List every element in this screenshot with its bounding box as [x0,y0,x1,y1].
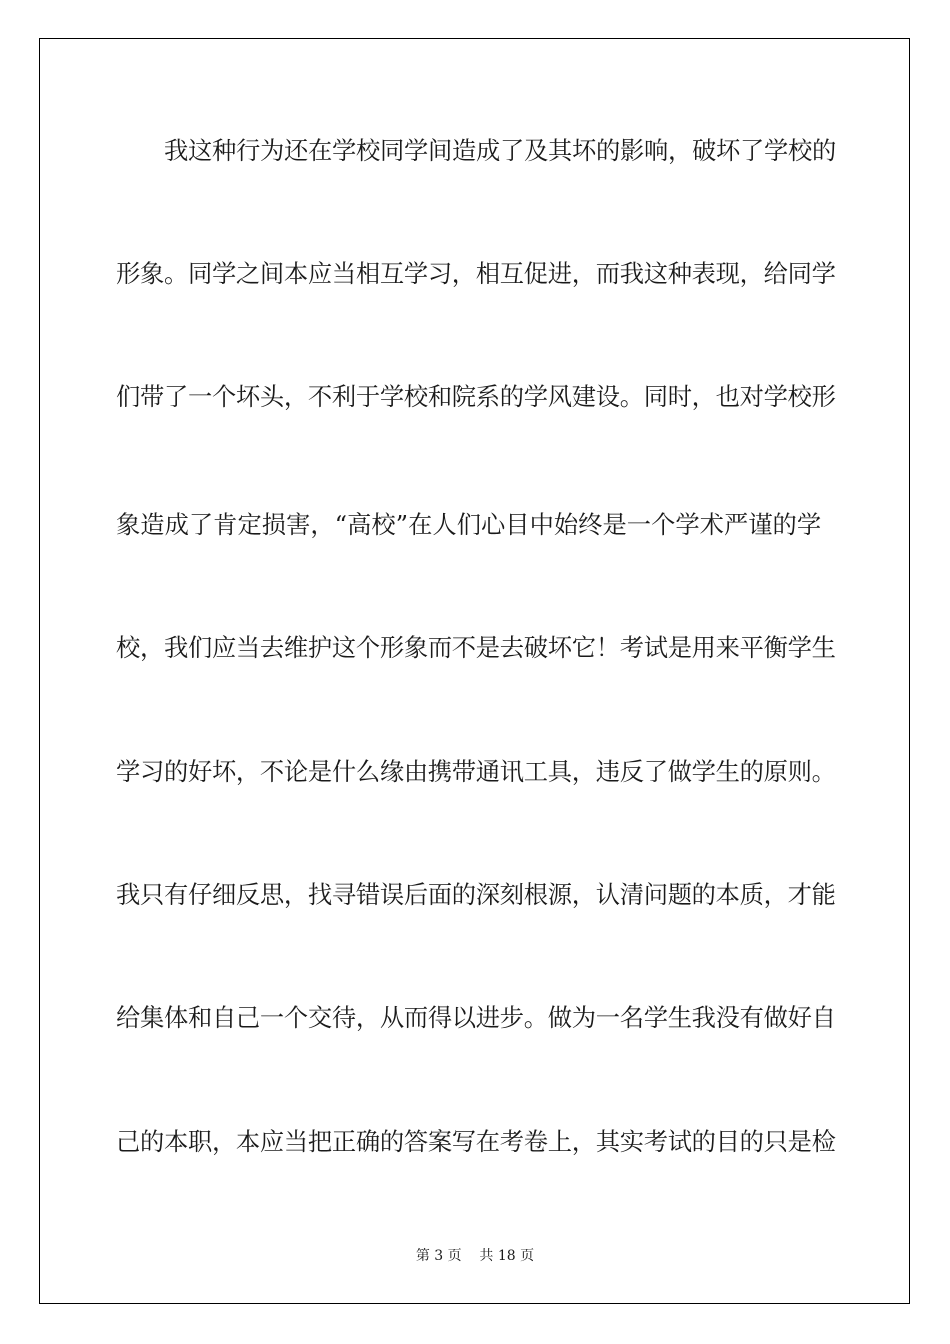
body-text-line: 象造成了肯定损害，“高校”在人们心目中始终是一个学术严谨的学 [116,510,822,539]
body-text-line: 我这种行为还在学校同学间造成了及其坏的影响，破坏了学校的 [164,136,837,165]
body-text-line: 形象。同学之间本应当相互学习，相互促进，而我这种表现，给同学 [116,259,836,288]
body-text-line: 己的本职，本应当把正确的答案写在考卷上，其实考试的目的只是检 [116,1127,836,1156]
body-text-line: 们带了一个坏头，不利于学校和院系的学风建设。同时，也对学校形 [116,382,836,411]
page-number-footer: 第 3 页 共 18 页 [415,1248,535,1264]
page-frame [39,38,910,1304]
body-text-line: 学习的好坏，不论是什么缘由携带通讯工具，违反了做学生的原则。 [116,757,836,786]
body-text-line: 给集体和自己一个交待，从而得以进步。做为一名学生我没有做好自 [116,1003,836,1032]
body-text-line: 校，我们应当去维护这个形象而不是去破坏它！考试是用来平衡学生 [116,633,836,662]
body-text-line: 我只有仔细反思，找寻错误后面的深刻根源，认清问题的本质，才能 [116,880,836,909]
